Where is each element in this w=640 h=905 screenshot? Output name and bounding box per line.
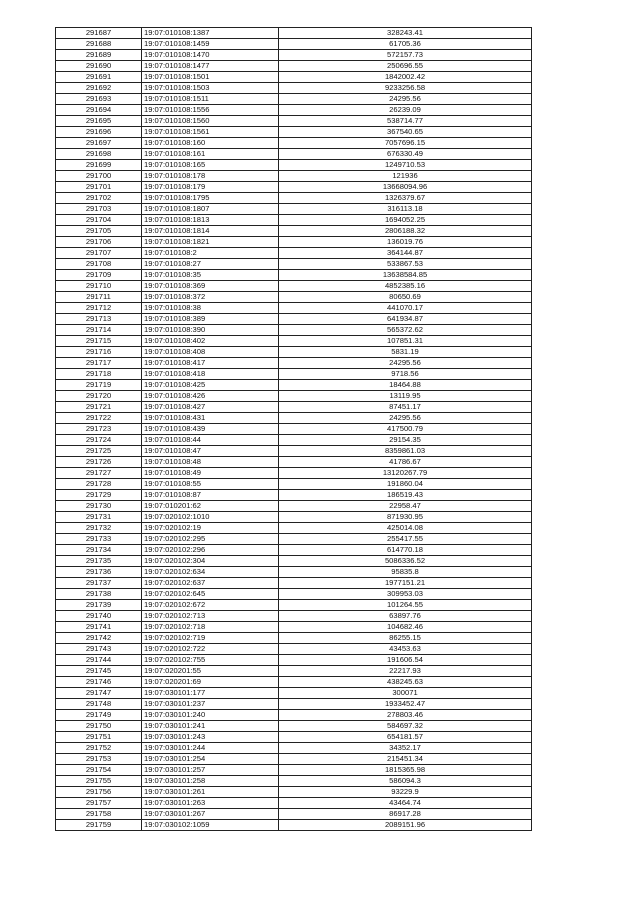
value-cell: 9718.56	[279, 369, 532, 380]
row-number-cell: 291736	[56, 567, 142, 578]
row-number-cell: 291731	[56, 512, 142, 523]
cadastral-number-cell: 19:07:010108:425	[142, 380, 279, 391]
cadastral-number-cell: 19:07:010108:2	[142, 248, 279, 259]
value-cell: 438245.63	[279, 677, 532, 688]
row-number-cell: 291693	[56, 94, 142, 105]
cadastral-number-cell: 19:07:010108:418	[142, 369, 279, 380]
value-cell: 29154.35	[279, 435, 532, 446]
value-cell: 2806188.32	[279, 226, 532, 237]
value-cell: 871930.95	[279, 512, 532, 523]
cadastral-number-cell: 19:07:010108:1556	[142, 105, 279, 116]
value-cell: 61705.36	[279, 39, 532, 50]
row-number-cell: 291752	[56, 743, 142, 754]
cadastral-number-cell: 19:07:010108:49	[142, 468, 279, 479]
row-number-cell: 291750	[56, 721, 142, 732]
row-number-cell: 291725	[56, 446, 142, 457]
row-number-cell: 291738	[56, 589, 142, 600]
cadastral-number-cell: 19:07:020102:1010	[142, 512, 279, 523]
value-cell: 80650.69	[279, 292, 532, 303]
value-cell: 24295.56	[279, 413, 532, 424]
table-row	[56, 809, 532, 820]
row-number-cell: 291689	[56, 50, 142, 61]
table-row	[56, 600, 532, 611]
row-number-cell: 291710	[56, 281, 142, 292]
table-row	[56, 468, 532, 479]
cadastral-number-cell: 19:07:010108:38	[142, 303, 279, 314]
table-row	[56, 149, 532, 160]
cadastral-number-cell: 19:07:010108:389	[142, 314, 279, 325]
row-number-cell: 291705	[56, 226, 142, 237]
value-cell: 676330.49	[279, 149, 532, 160]
row-number-cell: 291719	[56, 380, 142, 391]
row-number-cell: 291712	[56, 303, 142, 314]
value-cell: 13120267.79	[279, 468, 532, 479]
value-cell: 584697.32	[279, 721, 532, 732]
cadastral-number-cell: 19:07:020102:295	[142, 534, 279, 545]
value-cell: 13638584.85	[279, 270, 532, 281]
cadastral-number-cell: 19:07:030101:240	[142, 710, 279, 721]
cadastral-number-cell: 19:07:030101:267	[142, 809, 279, 820]
table-row	[56, 545, 532, 556]
table-row	[56, 61, 532, 72]
row-number-cell: 291729	[56, 490, 142, 501]
value-cell: 13119.95	[279, 391, 532, 402]
table-row	[56, 677, 532, 688]
cadastral-number-cell: 19:07:010108:427	[142, 402, 279, 413]
table-row	[56, 424, 532, 435]
value-cell: 13668094.96	[279, 182, 532, 193]
table-row	[56, 83, 532, 94]
cadastral-number-cell: 19:07:010108:1477	[142, 61, 279, 72]
cadastral-number-cell: 19:07:010108:1560	[142, 116, 279, 127]
cadastral-number-cell: 19:07:020102:19	[142, 523, 279, 534]
value-cell: 4852385.16	[279, 281, 532, 292]
row-number-cell: 291709	[56, 270, 142, 281]
table-row	[56, 402, 532, 413]
value-cell: 565372.62	[279, 325, 532, 336]
row-number-cell: 291743	[56, 644, 142, 655]
row-number-cell: 291708	[56, 259, 142, 270]
value-cell: 104682.46	[279, 622, 532, 633]
row-number-cell: 291702	[56, 193, 142, 204]
cadastral-number-cell: 19:07:010108:1511	[142, 94, 279, 105]
table-row	[56, 655, 532, 666]
row-number-cell: 291716	[56, 347, 142, 358]
value-cell: 93229.9	[279, 787, 532, 798]
value-cell: 101264.55	[279, 600, 532, 611]
table-row	[56, 369, 532, 380]
row-number-cell: 291747	[56, 688, 142, 699]
row-number-cell: 291741	[56, 622, 142, 633]
row-number-cell: 291699	[56, 160, 142, 171]
table-row	[56, 721, 532, 732]
value-cell: 22217.93	[279, 666, 532, 677]
row-number-cell: 291734	[56, 545, 142, 556]
row-number-cell: 291707	[56, 248, 142, 259]
row-number-cell: 291746	[56, 677, 142, 688]
value-cell: 441070.17	[279, 303, 532, 314]
row-number-cell: 291711	[56, 292, 142, 303]
table-row	[56, 776, 532, 787]
table-row	[56, 457, 532, 468]
row-number-cell: 291698	[56, 149, 142, 160]
cadastral-number-cell: 19:07:030101:237	[142, 699, 279, 710]
cadastral-number-cell: 19:07:010108:178	[142, 171, 279, 182]
cadastral-number-cell: 19:07:010108:1503	[142, 83, 279, 94]
table-row	[56, 270, 532, 281]
cadastral-number-cell: 19:07:010108:426	[142, 391, 279, 402]
cadastral-number-cell: 19:07:010108:1459	[142, 39, 279, 50]
value-cell: 191606.54	[279, 655, 532, 666]
table-row	[56, 138, 532, 149]
cadastral-number-cell: 19:07:020102:672	[142, 600, 279, 611]
row-number-cell: 291739	[56, 600, 142, 611]
cadastral-number-cell: 19:07:030101:244	[142, 743, 279, 754]
table-row	[56, 490, 532, 501]
value-cell: 24295.56	[279, 94, 532, 105]
cadastral-number-cell: 19:07:030101:261	[142, 787, 279, 798]
row-number-cell: 291717	[56, 358, 142, 369]
row-number-cell: 291688	[56, 39, 142, 50]
row-number-cell: 291756	[56, 787, 142, 798]
table-row	[56, 325, 532, 336]
row-number-cell: 291728	[56, 479, 142, 490]
cadastral-number-cell: 19:07:020102:645	[142, 589, 279, 600]
table-row	[56, 292, 532, 303]
cadastral-number-cell: 19:07:010108:408	[142, 347, 279, 358]
value-cell: 316113.18	[279, 204, 532, 215]
table-row	[56, 94, 532, 105]
cadastral-number-cell: 19:07:010108:48	[142, 457, 279, 468]
table-row	[56, 820, 532, 831]
data-table	[55, 27, 532, 831]
cadastral-number-cell: 19:07:010108:87	[142, 490, 279, 501]
value-cell: 18464.88	[279, 380, 532, 391]
row-number-cell: 291751	[56, 732, 142, 743]
row-number-cell: 291720	[56, 391, 142, 402]
row-number-cell: 291726	[56, 457, 142, 468]
row-number-cell: 291733	[56, 534, 142, 545]
table-row	[56, 182, 532, 193]
table-row	[56, 644, 532, 655]
value-cell: 9233256.58	[279, 83, 532, 94]
value-cell: 41786.67	[279, 457, 532, 468]
table-row	[56, 259, 532, 270]
cadastral-number-cell: 19:07:020102:718	[142, 622, 279, 633]
table-row	[56, 171, 532, 182]
table-row	[56, 589, 532, 600]
table-row	[56, 512, 532, 523]
cadastral-number-cell: 19:07:030101:241	[142, 721, 279, 732]
table-row	[56, 666, 532, 677]
table-row	[56, 787, 532, 798]
value-cell: 1977151.21	[279, 578, 532, 589]
cadastral-number-cell: 19:07:030101:257	[142, 765, 279, 776]
row-number-cell: 291758	[56, 809, 142, 820]
value-cell: 1933452.47	[279, 699, 532, 710]
value-cell: 5831.19	[279, 347, 532, 358]
table-row	[56, 534, 532, 545]
row-number-cell: 291714	[56, 325, 142, 336]
row-number-cell: 291694	[56, 105, 142, 116]
table-row	[56, 127, 532, 138]
value-cell: 614770.18	[279, 545, 532, 556]
table-body	[56, 28, 532, 831]
value-cell: 533867.53	[279, 259, 532, 270]
table-row	[56, 710, 532, 721]
row-number-cell: 291759	[56, 820, 142, 831]
row-number-cell: 291745	[56, 666, 142, 677]
value-cell: 309953.03	[279, 589, 532, 600]
table-row	[56, 754, 532, 765]
table-row	[56, 556, 532, 567]
table-row	[56, 578, 532, 589]
value-cell: 1842002.42	[279, 72, 532, 83]
cadastral-number-cell: 19:07:010108:47	[142, 446, 279, 457]
value-cell: 34352.17	[279, 743, 532, 754]
value-cell: 1326379.67	[279, 193, 532, 204]
cadastral-number-cell: 19:07:030101:243	[142, 732, 279, 743]
value-cell: 24295.56	[279, 358, 532, 369]
value-cell: 367540.65	[279, 127, 532, 138]
table-row	[56, 567, 532, 578]
table-row	[56, 50, 532, 61]
value-cell: 107851.31	[279, 336, 532, 347]
table-row	[56, 523, 532, 534]
value-cell: 22958.47	[279, 501, 532, 512]
row-number-cell: 291692	[56, 83, 142, 94]
cadastral-number-cell: 19:07:010108:1561	[142, 127, 279, 138]
row-number-cell: 291742	[56, 633, 142, 644]
row-number-cell: 291757	[56, 798, 142, 809]
row-number-cell: 291749	[56, 710, 142, 721]
value-cell: 86255.15	[279, 633, 532, 644]
table-row	[56, 28, 532, 39]
value-cell: 7057696.15	[279, 138, 532, 149]
value-cell: 121936	[279, 171, 532, 182]
row-number-cell: 291754	[56, 765, 142, 776]
row-number-cell: 291697	[56, 138, 142, 149]
cadastral-number-cell: 19:07:010108:1814	[142, 226, 279, 237]
table-row	[56, 479, 532, 490]
cadastral-number-cell: 19:07:010108:439	[142, 424, 279, 435]
value-cell: 641934.87	[279, 314, 532, 325]
table-row	[56, 336, 532, 347]
cadastral-number-cell: 19:07:010108:369	[142, 281, 279, 292]
row-number-cell: 291715	[56, 336, 142, 347]
value-cell: 255417.55	[279, 534, 532, 545]
row-number-cell: 291706	[56, 237, 142, 248]
value-cell: 1694052.25	[279, 215, 532, 226]
cadastral-number-cell: 19:07:010108:372	[142, 292, 279, 303]
cadastral-number-cell: 19:07:030102:1059	[142, 820, 279, 831]
table-row	[56, 765, 532, 776]
value-cell: 26239.09	[279, 105, 532, 116]
cadastral-number-cell: 19:07:010108:1470	[142, 50, 279, 61]
row-number-cell: 291755	[56, 776, 142, 787]
value-cell: 186519.43	[279, 490, 532, 501]
value-cell: 63897.76	[279, 611, 532, 622]
value-cell: 43464.74	[279, 798, 532, 809]
value-cell: 572157.73	[279, 50, 532, 61]
table-row	[56, 358, 532, 369]
row-number-cell: 291695	[56, 116, 142, 127]
row-number-cell: 291691	[56, 72, 142, 83]
table-row	[56, 303, 532, 314]
row-number-cell: 291690	[56, 61, 142, 72]
table-row	[56, 116, 532, 127]
cadastral-number-cell: 19:07:010108:431	[142, 413, 279, 424]
cadastral-number-cell: 19:07:010108:1501	[142, 72, 279, 83]
row-number-cell: 291737	[56, 578, 142, 589]
cadastral-number-cell: 19:07:010108:1795	[142, 193, 279, 204]
value-cell: 654181.57	[279, 732, 532, 743]
row-number-cell: 291730	[56, 501, 142, 512]
cadastral-number-cell: 19:07:010108:402	[142, 336, 279, 347]
cadastral-number-cell: 19:07:030101:258	[142, 776, 279, 787]
value-cell: 86917.28	[279, 809, 532, 820]
table-row	[56, 413, 532, 424]
value-cell: 43453.63	[279, 644, 532, 655]
row-number-cell: 291722	[56, 413, 142, 424]
cadastral-number-cell: 19:07:030101:177	[142, 688, 279, 699]
value-cell: 300071	[279, 688, 532, 699]
value-cell: 1815365.98	[279, 765, 532, 776]
value-cell: 364144.87	[279, 248, 532, 259]
table-row	[56, 688, 532, 699]
value-cell: 250696.55	[279, 61, 532, 72]
row-number-cell: 291753	[56, 754, 142, 765]
row-number-cell: 291696	[56, 127, 142, 138]
table-row	[56, 237, 532, 248]
cadastral-number-cell: 19:07:010108:1387	[142, 28, 279, 39]
table-row	[56, 160, 532, 171]
row-number-cell: 291735	[56, 556, 142, 567]
row-number-cell: 291732	[56, 523, 142, 534]
row-number-cell: 291700	[56, 171, 142, 182]
table-row	[56, 347, 532, 358]
cadastral-number-cell: 19:07:010108:1813	[142, 215, 279, 226]
value-cell: 586094.3	[279, 776, 532, 787]
value-cell: 5086336.52	[279, 556, 532, 567]
table-row	[56, 743, 532, 754]
table-row	[56, 435, 532, 446]
table-row	[56, 699, 532, 710]
row-number-cell: 291703	[56, 204, 142, 215]
row-number-cell: 291740	[56, 611, 142, 622]
cadastral-number-cell: 19:07:010108:417	[142, 358, 279, 369]
cadastral-number-cell: 19:07:020102:296	[142, 545, 279, 556]
cadastral-number-cell: 19:07:020201:69	[142, 677, 279, 688]
table-row	[56, 314, 532, 325]
table-row	[56, 501, 532, 512]
cadastral-number-cell: 19:07:020102:304	[142, 556, 279, 567]
table-row	[56, 226, 532, 237]
row-number-cell: 291687	[56, 28, 142, 39]
cadastral-number-cell: 19:07:020102:719	[142, 633, 279, 644]
value-cell: 538714.77	[279, 116, 532, 127]
table-row	[56, 105, 532, 116]
table-row	[56, 215, 532, 226]
table-row	[56, 798, 532, 809]
row-number-cell: 291718	[56, 369, 142, 380]
value-cell: 278803.46	[279, 710, 532, 721]
cadastral-number-cell: 19:07:010108:35	[142, 270, 279, 281]
table-row	[56, 248, 532, 259]
cadastral-number-cell: 19:07:020102:634	[142, 567, 279, 578]
value-cell: 215451.34	[279, 754, 532, 765]
cadastral-number-cell: 19:07:010108:390	[142, 325, 279, 336]
value-cell: 328243.41	[279, 28, 532, 39]
value-cell: 191860.04	[279, 479, 532, 490]
value-cell: 1249710.53	[279, 160, 532, 171]
cadastral-number-cell: 19:07:030101:263	[142, 798, 279, 809]
table-row	[56, 39, 532, 50]
value-cell: 87451.17	[279, 402, 532, 413]
row-number-cell: 291701	[56, 182, 142, 193]
cadastral-number-cell: 19:07:010108:1807	[142, 204, 279, 215]
cadastral-number-cell: 19:07:010108:179	[142, 182, 279, 193]
row-number-cell: 291724	[56, 435, 142, 446]
value-cell: 95835.8	[279, 567, 532, 578]
table-row	[56, 380, 532, 391]
cadastral-number-cell: 19:07:020201:55	[142, 666, 279, 677]
value-cell: 417500.79	[279, 424, 532, 435]
table-row	[56, 633, 532, 644]
cadastral-number-cell: 19:07:010108:44	[142, 435, 279, 446]
table-row	[56, 446, 532, 457]
value-cell: 8359861.03	[279, 446, 532, 457]
cadastral-number-cell: 19:07:010108:55	[142, 479, 279, 490]
row-number-cell: 291723	[56, 424, 142, 435]
table-row	[56, 204, 532, 215]
row-number-cell: 291748	[56, 699, 142, 710]
cadastral-number-cell: 19:07:010201:62	[142, 501, 279, 512]
value-cell: 425014.08	[279, 523, 532, 534]
table-row	[56, 622, 532, 633]
value-cell: 136019.76	[279, 237, 532, 248]
cadastral-number-cell: 19:07:010108:27	[142, 259, 279, 270]
cadastral-number-cell: 19:07:010108:1821	[142, 237, 279, 248]
cadastral-number-cell: 19:07:010108:160	[142, 138, 279, 149]
table-row	[56, 72, 532, 83]
cadastral-number-cell: 19:07:020102:755	[142, 655, 279, 666]
value-cell: 2089151.96	[279, 820, 532, 831]
row-number-cell: 291744	[56, 655, 142, 666]
cadastral-number-cell: 19:07:030101:254	[142, 754, 279, 765]
table-row	[56, 281, 532, 292]
cadastral-number-cell: 19:07:020102:713	[142, 611, 279, 622]
row-number-cell: 291704	[56, 215, 142, 226]
cadastral-number-cell: 19:07:020102:637	[142, 578, 279, 589]
table-row	[56, 193, 532, 204]
table-row	[56, 391, 532, 402]
cadastral-number-cell: 19:07:010108:165	[142, 160, 279, 171]
table-row	[56, 732, 532, 743]
row-number-cell: 291721	[56, 402, 142, 413]
cadastral-number-cell: 19:07:010108:161	[142, 149, 279, 160]
row-number-cell: 291727	[56, 468, 142, 479]
row-number-cell: 291713	[56, 314, 142, 325]
cadastral-number-cell: 19:07:020102:722	[142, 644, 279, 655]
table-row	[56, 611, 532, 622]
